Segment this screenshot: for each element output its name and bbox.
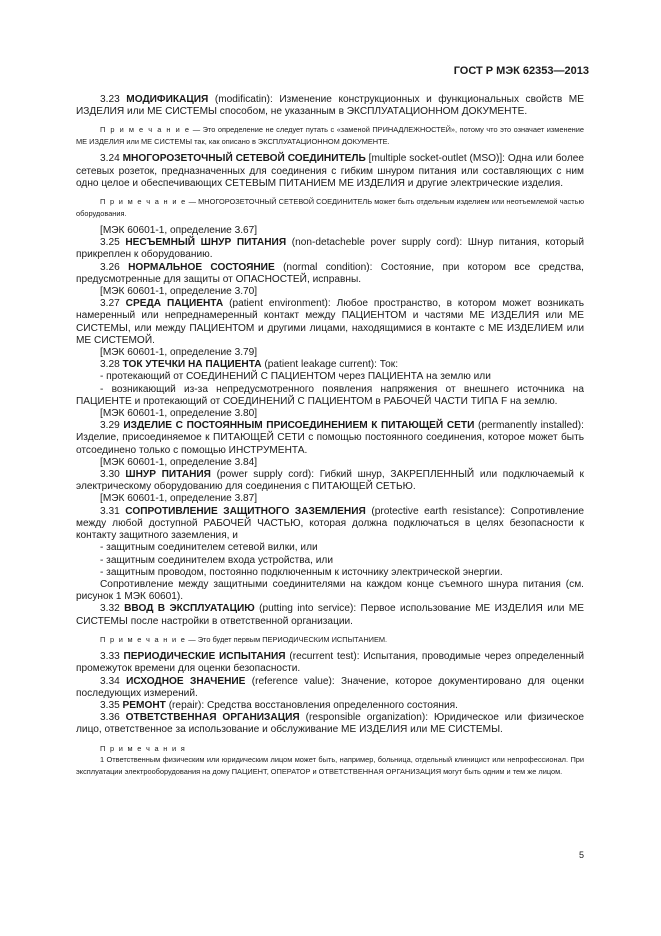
notes-heading-3-36: [76, 743, 584, 755]
definition-text: (putting into service): Первое использование МЕ ИЗДЕЛИЯ или МЕ СИСТЕМЫ после настройки в ответственной организации.: [76, 603, 584, 627]
term-number: 3.31: [100, 505, 120, 517]
note-3-32: [76, 634, 584, 646]
definition-3-33: [76, 651, 584, 675]
term-number: 3.33: [100, 651, 120, 663]
definition-text: (permanently installed): Изделие, присоединяемое к ПИТАЮЩЕЙ СЕТИ с помощью постоянного соединения, которое может быть отсоединено только с помощью ИНСТРУМЕНТА.: [76, 420, 584, 456]
document-body: [76, 94, 584, 777]
reference-3-29: [МЭК 60601-1, определение 3.84]: [100, 456, 258, 468]
term-name: ПЕРИОДИЧЕСКИЕ ИСПЫТАНИЯ: [123, 651, 286, 663]
note-3-23: [76, 124, 584, 147]
list-item: - защитным проводом, постоянно подключенным к источнику электрической энергии.: [100, 566, 503, 578]
term-number: 3.30: [100, 469, 120, 481]
note-label: П р и м е ч а н и е: [100, 634, 187, 644]
definition-3-29: [76, 420, 584, 457]
definition-text: [multiple socket-outlet (MSO)]: Одна или более сетевых розеток, предназначенных для соединения с гибким шнуром питания или составляющих с ним одно целое и обеспечивающих СЕТЕВЫМ ПИТАНИЕМ МЕ ИЗДЕЛИЯ и другие электрические изделия.: [76, 153, 584, 189]
definition-3-36: [76, 712, 584, 736]
definition-3-30: [76, 469, 584, 493]
definition-3-35: [76, 700, 584, 712]
note-label: П р и м е ч а н и е: [100, 125, 191, 135]
note-text: — МНОГОРОЗЕТОЧНЫЙ СЕТЕВОЙ СОЕДИНИТЕЛЬ может быть отдельным изделием или неотъемлемой частью оборудования.: [76, 197, 584, 218]
term-number: 3.25: [100, 237, 120, 249]
definition-3-34: [76, 676, 584, 700]
term-number: 3.24: [100, 153, 120, 165]
note-3-24: [76, 196, 584, 219]
term-name: ШНУР ПИТАНИЯ: [125, 469, 211, 481]
term-name: ИЗДЕЛИЕ С ПОСТОЯННЫМ ПРИСОЕДИНЕНИЕМ К ПИТАЮЩЕЙ СЕТИ: [123, 420, 475, 432]
definition-3-26: [76, 262, 584, 286]
term-number: 3.36: [100, 712, 120, 724]
reference-3-26: [МЭК 60601-1, определение 3.70]: [100, 286, 258, 298]
term-name: НОРМАЛЬНОЕ СОСТОЯНИЕ: [128, 261, 275, 273]
definition-text: (power supply cord): Гибкий шнур, ЗАКРЕПЛЕННЫЙ или подключаемый к электрическому оборудованию для соединения с ПИТАЮЩЕЙ СЕТЬЮ.: [76, 469, 584, 493]
definition-3-32: [76, 603, 584, 627]
term-name: МОДИФИКАЦИЯ: [126, 94, 209, 105]
definition-text: (patient leakage current): Ток:: [261, 359, 399, 371]
term-name: СОПРОТИВЛЕНИЕ ЗАЩИТНОГО ЗАЗЕМЛЕНИЯ: [125, 505, 366, 517]
term-name: ИСХОДНОЕ ЗНАЧЕНИЕ: [126, 675, 246, 687]
reference-3-30: [МЭК 60601-1, определение 3.87]: [100, 493, 258, 505]
term-name: НЕСЪЕМНЫЙ ШНУР ПИТАНИЯ: [125, 237, 287, 249]
definition-3-27: [76, 298, 584, 347]
term-number: 3.27: [100, 298, 120, 310]
paragraph-3-31-continuation: Сопротивление между защитными соединителями на каждом конце съемного шнура питания (см. рисунок 1 МЭК 60601).: [76, 578, 584, 603]
term-number: 3.32: [100, 603, 120, 615]
standard-designation: ГОСТ Р МЭК 62353—2013: [453, 65, 589, 77]
reference-3-27: [МЭК 60601-1, определение 3.79]: [100, 347, 258, 359]
term-name: ОТВЕТСТВЕННАЯ ОРГАНИЗАЦИЯ: [125, 712, 300, 724]
term-number: 3.35: [100, 700, 120, 712]
definition-text: (non-detacheble pover supply cord): Шнур питания, который прикреплен к оборудованию.: [76, 237, 584, 261]
page-number: 5: [578, 850, 584, 860]
definition-3-31: [76, 506, 584, 543]
term-name: ТОК УТЕЧКИ НА ПАЦИЕНТА: [122, 359, 262, 371]
definition-text: (reference value): Значение, которое документировано для оценки последующих измерений.: [76, 675, 584, 699]
term-name: МНОГОРОЗЕТОЧНЫЙ СЕТЕВОЙ СОЕДИНИТЕЛЬ: [122, 153, 366, 165]
definition-text: (modificatin): Изменение конструкционных и функциональных свойств МЕ ИЗДЕЛИЯ или МЕ СИСТЕМЫ способом, не указанным в ЭКСПЛУАТАЦИОННОМ ДОКУМЕНТЕ.: [76, 94, 584, 118]
note-text: — Это будет первым ПЕРИОДИЧЕСКИМ ИСПЫТАНИЕМ.: [186, 634, 388, 644]
note-3-36-1: 1 Ответственным физическим или юридическим лицом может быть, например, больница, отдельный клиницист или непрофессионал. При эксплуатации электрооборудования на дому ПАЦИЕНТ, ОПЕРАТОР и ОТВЕТСТВЕННАЯ ОРГАНИЗАЦИЯ могут быть одним и тем же лицом.: [76, 755, 584, 776]
definition-3-25: [76, 237, 584, 261]
list-item: - протекающий от СОЕДИНЕНИЙ С ПАЦИЕНТОМ через ПАЦИЕНТА на землю или: [100, 371, 491, 383]
reference-3-24: [МЭК 60601-1, определение 3.67]: [100, 225, 258, 237]
term-number: 3.29: [100, 420, 120, 432]
definition-3-28: [76, 359, 584, 371]
definition-text: (repair): Средства восстановления определенного состояния.: [165, 700, 458, 712]
definition-text: (patient environment): Любое пространство, в котором может возникать намеренный или непреднамеренный контакт между ПАЦИЕНТОМ и частями МЕ ИЗДЕЛИЯ или МЕ СИСТЕМЫ, или между ПАЦИЕНТОМ и другими лицами, находящимися в контакте с МЕ ИЗДЕЛИЕМ или МЕ СИСТЕМОЙ.: [76, 298, 584, 346]
definition-text: (protective earth resistance): Сопротивление между любой доступной РАБОЧЕЙ ЧАСТЬЮ, которая должна подключаться в целях безопасности к контакту защитного заземления, и: [76, 505, 584, 542]
term-name: РЕМОНТ: [122, 700, 166, 712]
definition-text: (normal condition): Состояние, при котором все средства, предусмотренные для защиты от ОПАСНОСТЕЙ, исправны.: [76, 261, 584, 285]
reference-3-28: [МЭК 60601-1, определение 3.80]: [100, 408, 258, 420]
note-text: — Это определение не следует путать с «заменой ПРИНАДЛЕЖНОСТЕЙ», потому что это означает изменение МЕ ИЗДЕЛИЯ или МЕ СИСТЕМЫ так, как описано в ЭКСПЛУАТАЦИОННОМ ДОКУМЕНТЕ.: [76, 125, 584, 146]
definition-text: (responsible organization): Юридическое или физическое лицо, ответственное за использование и обслуживание МЕ ИЗДЕЛИЯ или МЕ СИСТЕМЫ.: [76, 712, 584, 736]
term-name: СРЕДА ПАЦИЕНТА: [125, 298, 224, 310]
notes-label: П р и м е ч а н и я: [100, 743, 187, 753]
list-item: - защитным соединителем сетевой вилки, или: [100, 542, 318, 554]
term-number: 3.34: [100, 675, 120, 687]
note-label: П р и м е ч а н и е: [100, 197, 187, 207]
definition-3-23: [76, 94, 584, 118]
list-item: - защитным соединителем входа устройства, или: [100, 554, 333, 566]
term-number: 3.23: [100, 94, 120, 105]
term-number: 3.28: [100, 359, 120, 371]
definition-3-24: [76, 153, 584, 190]
definition-text: (recurrent test): Испытания, проводимые через определенный промежуток времени для оценки безопасности.: [76, 651, 584, 675]
list-item: - возникающий из-за непредусмотренного появления напряжения от внешнего источника на ПАЦИЕНТЕ и протекающий от СОЕДИНЕНИЙ С ПАЦИЕНТОМ в РАБОЧЕЙ ЧАСТИ ТИПА F на землю.: [76, 383, 584, 407]
term-name: ВВОД В ЭКСПЛУАТАЦИЮ: [124, 603, 255, 615]
term-number: 3.26: [100, 261, 120, 273]
